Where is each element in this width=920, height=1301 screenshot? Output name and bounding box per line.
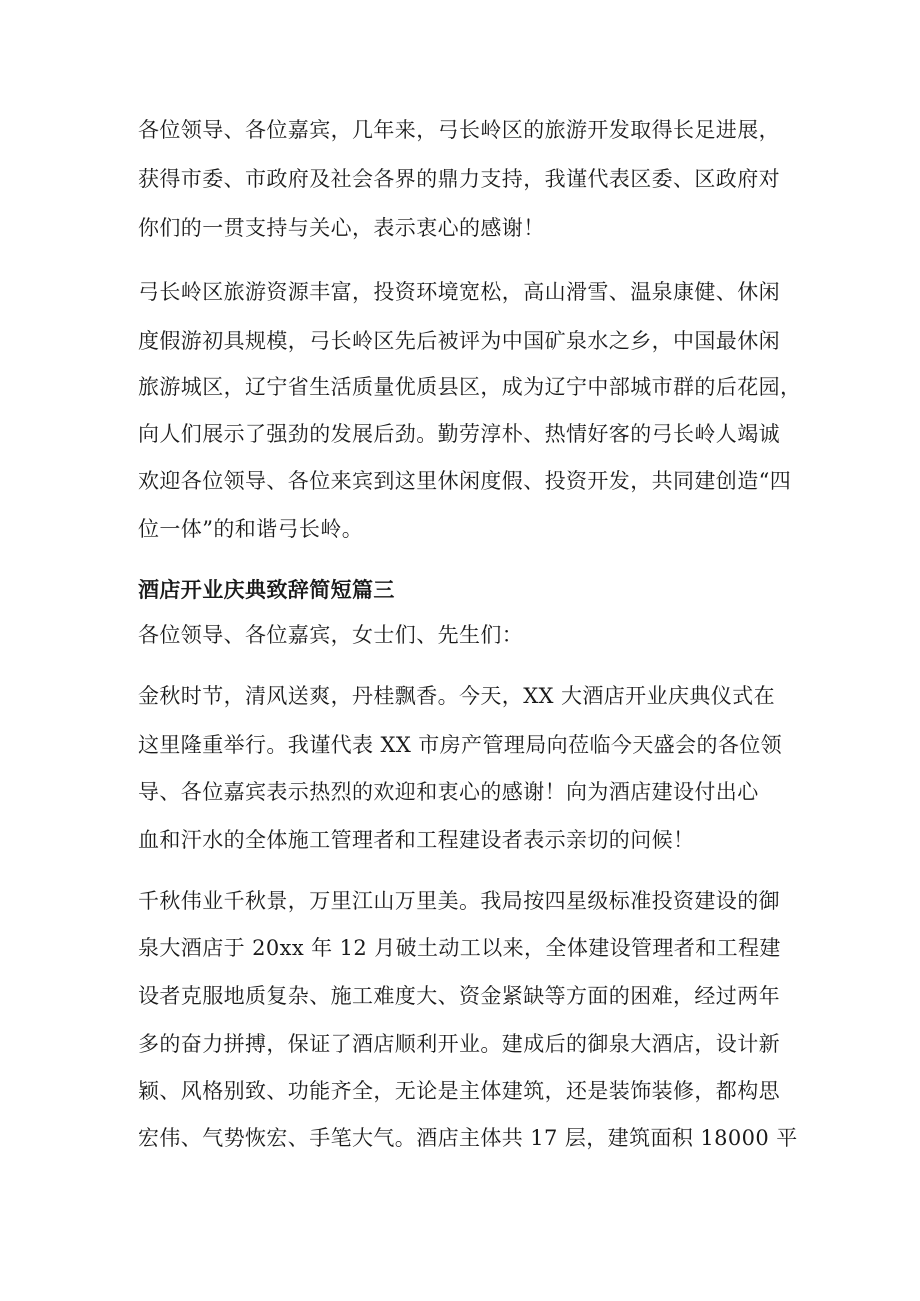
paragraph-2-line-1: 弓长岭区旅游资源丰富，投资环境宽松，高山滑雪、温泉康健、休闲: [138, 280, 780, 304]
paragraph-2-line-6: 位一体”的和谐弓长岭。: [138, 517, 364, 541]
paragraph-4-line-4: 多的奋力拼搏，保证了酒店顺利开业。建成后的御泉大酒店，设计新: [138, 1032, 780, 1056]
paragraph-3-line-2: 这里隆重举行。我谨代表 XX 市房产管理局向莅临今天盛会的各位领: [138, 733, 783, 757]
paragraph-2-line-2: 度假游初具规模，弓长岭区先后被评为中国矿泉水之乡，中国最休闲: [138, 329, 780, 353]
paragraph-4-line-5: 颖、风格别致、功能齐全，无论是主体建筑，还是装饰装修，都构思: [138, 1079, 780, 1103]
paragraph-2-line-3: 旅游城区，辽宁省生活质量优质县区，成为辽宁中部城市群的后花园，: [138, 375, 802, 399]
paragraph-4-line-6: 宏伟、气势恢宏、手笔大气。酒店主体共 17 层，建筑面积 18000 平: [138, 1126, 798, 1150]
paragraph-1-line-3: 你们的一贯支持与关心，表示衷心的感谢！: [138, 216, 545, 240]
paragraph-1-line-1: 各位领导、各位嘉宾，几年来，弓长岭区的旅游开发取得长足进展，: [138, 118, 780, 142]
paragraph-3-line-4: 血和汗水的全体施工管理者和工程建设者表示亲切的问候！: [138, 828, 695, 852]
section-heading: 酒店开业庆典致辞简短篇三: [138, 577, 395, 602]
paragraph-2-line-4: 向人们展示了强劲的发展后劲。勤劳淳朴、热情好客的弓长岭人竭诚: [138, 422, 780, 446]
paragraph-1-line-2: 获得市委、市政府及社会各界的鼎力支持，我谨代表区委、区政府对: [138, 167, 780, 191]
paragraph-2-line-5: 欢迎各位领导、各位来宾到这里休闲度假、投资开发，共同建创造“四: [138, 469, 792, 493]
salutation: 各位领导、各位嘉宾，女士们、先生们：: [138, 623, 524, 647]
paragraph-3-line-1: 金秋时节，清风送爽，丹桂飘香。今天，XX 大酒店开业庆典仪式在: [138, 684, 775, 708]
paragraph-3-line-3: 导、各位嘉宾表示热烈的欢迎和衷心的感谢！向为酒店建设付出心: [138, 780, 759, 804]
paragraph-4-line-3: 设者克服地质复杂、施工难度大、资金紧缺等方面的困难，经过两年: [138, 984, 780, 1008]
paragraph-4-line-2: 泉大酒店于 20xx 年 12 月破土动工以来，全体建设管理者和工程建: [138, 936, 781, 960]
paragraph-4-line-1: 千秋伟业千秋景，万里江山万里美。我局按四星级标准投资建设的御: [138, 889, 780, 913]
